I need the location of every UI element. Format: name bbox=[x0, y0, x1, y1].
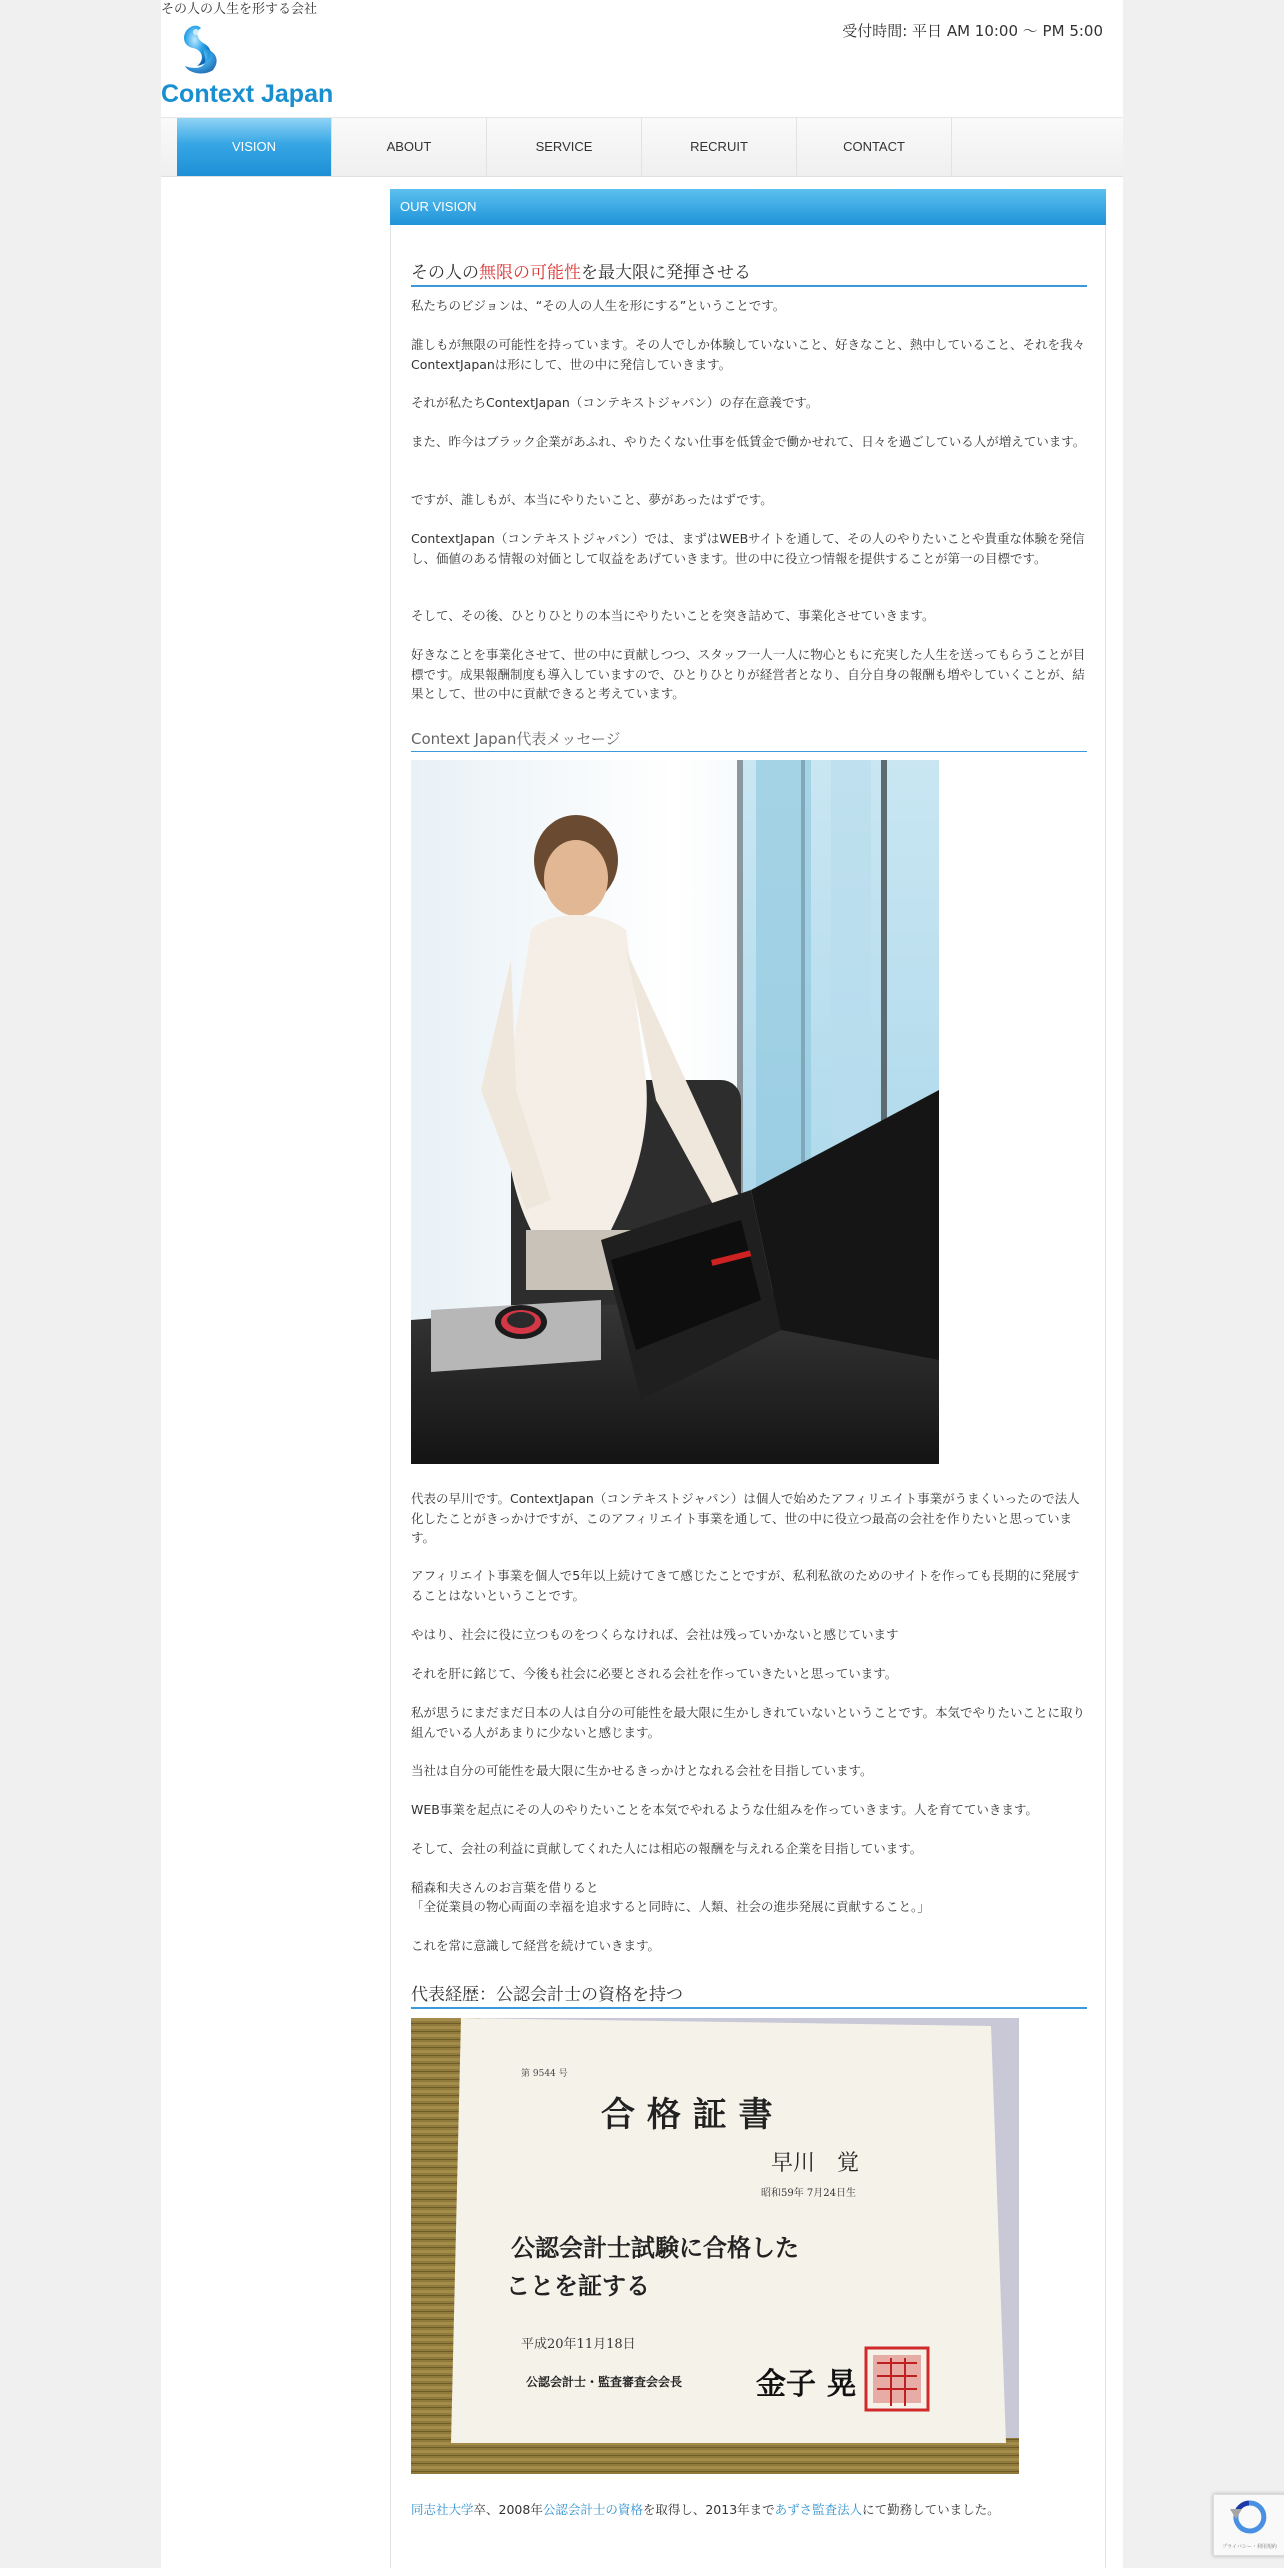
certificate-issuer: 公認会計士・監査審査会会長 bbox=[526, 2375, 683, 2389]
certificate-line2: ことを証する bbox=[506, 2271, 650, 2300]
message-paragraph: そして、会社の利益に貢献してくれた人には相応の報酬を与えれる企業を目指しています。 bbox=[411, 1841, 923, 1856]
site-tagline: その人の人生を形する会社 bbox=[161, 2, 318, 17]
vision-paragraph: 私たちのビジョンは、“その人の人生を形にする”ということです。 bbox=[411, 298, 786, 313]
message-paragraph: これを常に意識して経営を続けていきます。 bbox=[411, 1938, 661, 1953]
message-paragraph: やはり、社会に役に立つものをつくらなければ、会社は残っていかないと感じています bbox=[411, 1627, 899, 1642]
career-text-1: 卒、2008年 bbox=[473, 2502, 543, 2517]
business-hours: 受付時間: 平日 AM 10:00 〜 PM 5:00 bbox=[842, 22, 1103, 40]
doshisha-link[interactable]: 同志社大学 bbox=[411, 2502, 474, 2517]
azsa-link[interactable]: あずさ監査法人 bbox=[774, 2502, 863, 2517]
career-text-3: にて勤務していました。 bbox=[862, 2502, 1000, 2517]
vision-paragraph: そして、その後、ひとりひとりの本当にやりたいことを突き詰めて、事業化させていきます。 bbox=[411, 608, 935, 623]
vision-heading-emphasis: 無限の可能性 bbox=[479, 263, 581, 283]
vision-paragraph: また、昨今はブラック企業があふれ、やりたくない仕事を低賃金で働かせれて、日々を過ごしている人が増えています。 bbox=[411, 434, 1086, 449]
message-heading: Context Japan代表メッセージ bbox=[411, 728, 1087, 752]
certificate-title: 合 格 証 書 bbox=[601, 2095, 773, 2135]
certificate-line1: 公認会計士試験に合格した bbox=[511, 2233, 799, 2262]
ceo-portrait-image bbox=[411, 760, 939, 1464]
vision-paragraph: 誰しもが無限の可能性を持っています。その人でしか体験していないこと、好きなこと、熱中していること、それを我々ContextJapanは形にして、世の中に発信していきます。 bbox=[411, 337, 1086, 372]
recaptcha-icon bbox=[1214, 2495, 1284, 2539]
message-paragraph: 代表の早川です。ContextJapan（コンテキストジャパン）は個人で始めたアフィリエイト事業がうまくいったので法人化したことがきっかけですが、このアフィリエイト事業を通して、世の中に役立つ最高の会社を作りたいと思っています。 bbox=[411, 1491, 1080, 1545]
nav-item-about[interactable]: ABOUT bbox=[332, 118, 487, 176]
certificate-signature: 金子 晃 bbox=[756, 2367, 857, 2402]
career-heading: 代表経歴：公認会計士の資格を持つ bbox=[411, 1980, 1087, 2009]
message-quote: 「全従業員の物心両面の幸福を追求すると同時に、人類、社会の進歩発展に貢献すること。」 bbox=[411, 1899, 930, 1914]
vision-paragraph: ContextJapan（コンテキストジャパン）では、まずはWEBサイトを通して、その人のやりたいことや貴重な体験を発信し、価値のある情報の対価として収益をあげていきます。世の中に役立つ情報を提供することが第一の目標です。 bbox=[411, 531, 1085, 566]
cpa-certificate-image bbox=[411, 2018, 1019, 2474]
vision-paragraph: ですが、誰しもが、本当にやりたいこと、夢があったはずです。 bbox=[411, 492, 773, 507]
certificate-name: 早川 覚 bbox=[771, 2151, 860, 2176]
vision-heading bbox=[411, 258, 1087, 287]
nav-item-vision[interactable]: VISION bbox=[177, 118, 332, 176]
vision-heading-post: を最大限に発揮させる bbox=[581, 263, 751, 283]
message-paragraph: WEB事業を起点にその人のやりたいことを本気でやれるような仕組みを作っていきます。人を育てていきます。 bbox=[411, 1802, 1038, 1817]
certificate-date: 平成20年11月18日 bbox=[521, 2337, 636, 2352]
message-paragraph: それを肝に銘じて、今後も社会に必要とされる会社を作っていきたいと思っています。 bbox=[411, 1666, 898, 1681]
vision-paragraph: それが私たちContextJapan（コンテキストジャパン）の存在意義です。 bbox=[411, 395, 819, 410]
career-text-2: を取得し、2013年まで bbox=[642, 2502, 775, 2517]
message-paragraph: 当社は自分の可能性を最大限に生かせるきっかけとなれる会社を目指しています。 bbox=[411, 1763, 873, 1778]
nav-item-recruit[interactable]: RECRUIT bbox=[642, 118, 797, 176]
certificate-number: 第 9544 号 bbox=[521, 2069, 568, 2079]
certificate-birth: 昭和59年 7月24日生 bbox=[761, 2188, 856, 2199]
nav-item-service[interactable]: SERVICE bbox=[487, 118, 642, 176]
site-title[interactable]: Context Japan bbox=[161, 80, 334, 108]
vision-heading-pre: その人の bbox=[411, 263, 479, 283]
company-logo-icon[interactable] bbox=[175, 22, 227, 76]
main-nav bbox=[161, 117, 1123, 177]
cpa-qualification-link[interactable]: 公認会計士の資格 bbox=[542, 2502, 643, 2517]
career-text bbox=[411, 2500, 1087, 2520]
recaptcha-footer[interactable]: プライバシー・利用規約 bbox=[1222, 2544, 1277, 2550]
section-title: OUR VISION bbox=[390, 189, 1106, 225]
vision-paragraph: 好きなことを事業化させて、世の中に貢献しつつ、スタッフ一人一人に物心ともに充実した人生を送ってもらうことが目標です。成果報酬制度も導入していますので、ひとりひとりが経営者となり、自分自身の報酬も増やしていくことが、結果として、世の中に貢献できると考えています。 bbox=[411, 647, 1086, 701]
page-container bbox=[161, 0, 1123, 2568]
message-paragraph: 稲森和夫さんのお言葉を借りると bbox=[411, 1880, 599, 1895]
message-paragraph: アフィリエイト事業を個人で5年以上続けてきて感じたことですが、私利私欲のためのサイトを作っても長期的に発展することはないということです。 bbox=[411, 1568, 1080, 1603]
message-paragraph: 私が思うにまだまだ日本の人は自分の可能性を最大限に生かしきれていないということです。本気でやりたいことに取り組んでいる人があまりに少ないと感じます。 bbox=[411, 1705, 1086, 1740]
nav-item-contact[interactable]: CONTACT bbox=[797, 118, 952, 176]
recaptcha-badge[interactable] bbox=[1213, 2494, 1284, 2556]
